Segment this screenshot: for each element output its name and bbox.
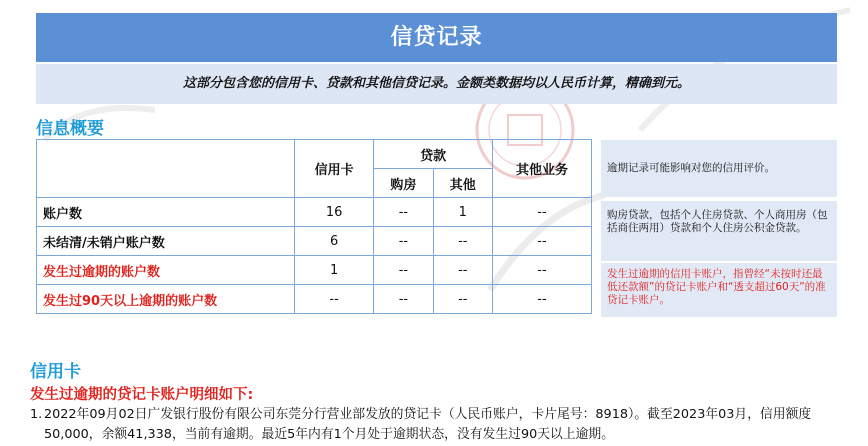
cell-other-business: --	[492, 227, 591, 256]
page-title: 信贷记录	[36, 13, 837, 62]
row-label: 未结清/未销户账户数	[37, 227, 295, 256]
overview-title: 信息概要	[36, 119, 104, 139]
header-empty-cell	[37, 140, 295, 198]
note-overdue-definition: 发生过逾期的信用卡账户，指曾经“未按时还最低还款额”的贷记卡账户和“透支超过60天”的准贷记卡账户。	[601, 263, 837, 317]
column-header-housing: 购房	[374, 169, 433, 198]
column-header-other-business: 其他业务	[492, 140, 591, 198]
table-row	[37, 285, 592, 314]
cell-other: 1	[433, 198, 492, 227]
cell-other-business: --	[492, 285, 591, 314]
cell-housing: --	[374, 256, 433, 285]
overdue-detail-title: 发生过逾期的贷记卡账户明细如下:	[30, 387, 254, 403]
table-header-row	[37, 140, 592, 169]
overview-table	[36, 139, 592, 314]
table-row	[37, 227, 592, 256]
cell-other: --	[433, 227, 492, 256]
row-label: 发生过90天以上逾期的账户数	[37, 285, 295, 314]
cell-housing: --	[374, 227, 433, 256]
note-housing-loan: 购房贷款，包括个人住房贷款、个人商用房（包括商住两用）贷款和个人住房公积金贷款。	[601, 201, 837, 261]
column-header-other: 其他	[433, 169, 492, 198]
table-row	[37, 256, 592, 285]
cell-credit-card: 1	[295, 256, 374, 285]
note-overdue-impact: 逾期记录可能影响对您的信用评价。	[601, 140, 837, 197]
list-item-number: 1.	[30, 407, 43, 422]
cell-other-business: --	[492, 256, 591, 285]
list-item	[30, 405, 845, 445]
cell-credit-card: --	[295, 285, 374, 314]
cell-credit-card: 6	[295, 227, 374, 256]
cell-other: --	[433, 256, 492, 285]
cell-other: --	[433, 285, 492, 314]
row-label: 账户数	[37, 198, 295, 227]
row-label: 发生过逾期的账户数	[37, 256, 295, 285]
column-header-credit-card: 信用卡	[295, 140, 374, 198]
cell-housing: --	[374, 285, 433, 314]
cell-housing: --	[374, 198, 433, 227]
list-item-text: 2022年09月02日广发银行股份有限公司东莞分行营业部发放的贷记卡（人民币账户，卡片尾号：8918）。截至2023年03月，信用额度50,000，余额41,338，当前有逾期。最近5年内有1个月处于逾期状态，没有发生过90天以上逾期。	[44, 407, 812, 442]
cell-credit-card: 16	[295, 198, 374, 227]
column-header-loan: 贷款	[374, 140, 493, 169]
credit-card-section-title: 信用卡	[30, 362, 81, 382]
cell-other-business: --	[492, 198, 591, 227]
table-row	[37, 198, 592, 227]
page-subtitle: 这部分包含您的信用卡、贷款和其他信贷记录。金额类数据均以人民币计算，精确到元。	[36, 64, 837, 104]
